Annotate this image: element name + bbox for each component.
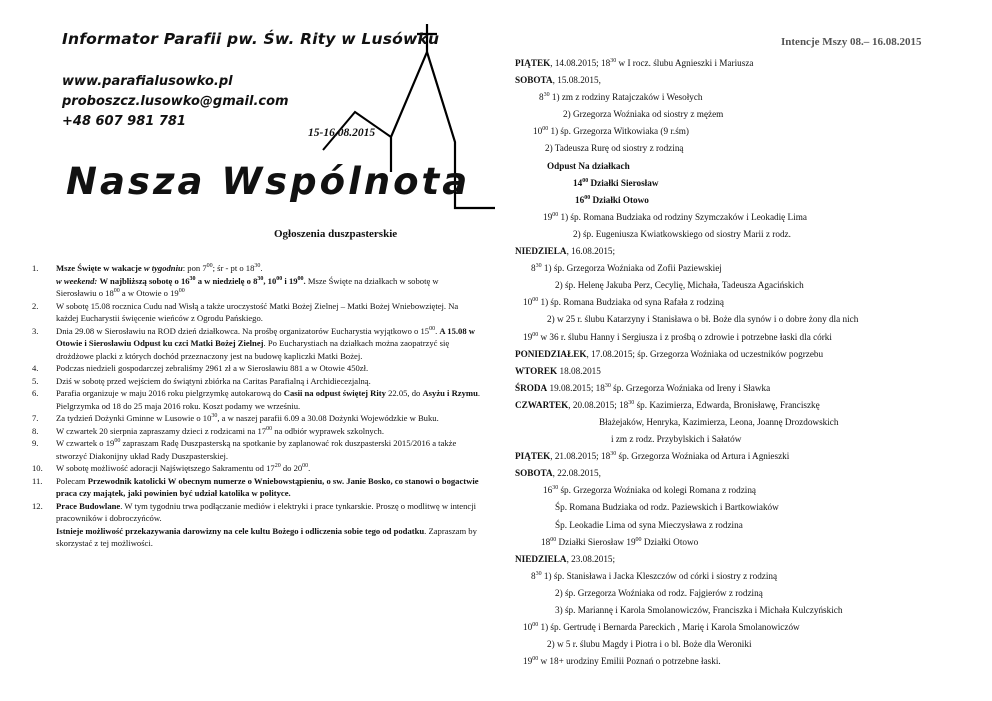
intention-line: 2) śp. Grzegorza Woźniaka od rodz. Fajgierów z rodziną <box>555 587 763 598</box>
intention-line: Śp. Leokadie Lima od syna Mieczysława z rodzina <box>555 519 743 530</box>
announcement-item <box>32 375 480 388</box>
intention-line: PONIEDZIAŁEK, 17.08.2015; śp. Grzegorza Woźniaka od uczestników pogrzebu <box>515 348 824 359</box>
announcement-item <box>32 300 480 325</box>
intention-line: $19^{00}$ w 18+ urodziny Emilii Poznań o potrzebne łaski. <box>523 656 721 667</box>
announcement-item <box>32 437 480 462</box>
intention-line: $10^{00}$ 1) śp. Grzegorza Witkowiaka (9 r.śm) <box>533 126 689 137</box>
announcement-text: Polecam Przewodnik katolicki W obecnym numerze o Wniebowstąpieniu, o sw. Janie Bosko, co stanowi o bogactwie praca czy majątek, jaki powinien być udział katolika w polityce. <box>56 475 479 498</box>
announcement-item <box>32 325 480 363</box>
announcement-item <box>32 387 480 412</box>
announcement-number: 10. <box>32 463 43 473</box>
intention-line: $16^{00}$ Działki Otowo <box>575 194 649 205</box>
intention-line: 2) Grzegorza Woźniaka od siostry z mężem <box>563 109 724 120</box>
intention-line: 3) śp. Mariannę i Karola Smolanowiczów, Franciszka i Michała Kulczyńskich <box>555 605 843 615</box>
intention-line: 2) Tadeusza Rurę od siostry z rodziną <box>545 143 684 154</box>
intention-line: 2) śp. Eugeniusza Kwiatkowskiego od siostry Marii z rodz. <box>573 228 791 239</box>
announcement-text: Prace Budowlane. W tym tygodniu trwa podłączanie mediów i elektryki i prace tynkarskie. Proszę o modlitwę w intencji pracowników i dobroczyńców. Istnieje możliwość przekazywania darowizny na cele kultu Bożego i odliczenia sobie tego od podatku. Zapraszam by skorzystać z tej możliwości. <box>56 500 477 548</box>
announcement-text: W sobotę 15.08 rocznica Cudu nad Wisłą a także uroczystość Matki Bożej Zielnej – Matki Bożej Wniebowziętej. Na każdej Eucharystii święcenie wieńców z Ogrodu Pańskiego. <box>56 300 459 323</box>
announcement-number: 11. <box>32 475 43 486</box>
announcement-text: Dziś w sobotę przed wejściem do świątyni zbiórka na Caritas Parafialną i Archidiecezjalną. <box>56 375 371 386</box>
intention-line: $10^{00}$ 1) śp. Romana Budziaka od syna Rafała z rodziną <box>523 297 724 308</box>
intentions-list <box>515 55 985 670</box>
announcement-item <box>32 362 480 375</box>
announcement-number: 8. <box>32 425 39 436</box>
announcement-text: Dnia 29.08 w Sierosławiu na ROD dzień działkowca. Na prośbę organizatorów Eucharystia wyjątkowo o $15^{00}$. A 15.08 w Otowie i Sierosławiu Odpust ku czci Matki Bożej Zielnej. Po Eucharystiach na działkach można zaopatrzyć się drożdżowe placki z których dochód przeznaczony jest na budowę kapliczki Matki Bożej. <box>56 325 475 361</box>
intention-line: $8^{30}$ 1) zm z rodziny Ratajczaków i Wesołych <box>539 92 703 103</box>
intention-line: 2) w 5 r. ślubu Magdy i Piotra i o bl. Boże dla Weroniki <box>547 639 752 650</box>
intention-line: $18^{00}$ Działki Sierosław $19^{00}$ Działki Otowo <box>541 536 699 547</box>
intention-line: 2) w 25 r. ślubu Katarzyny i Stanisława o bł. Boże dla synów i o dobre żony dla nich <box>547 314 859 325</box>
intention-line: 2) śp. Helenę Jakuba Perz, Cecylię, Michała, Tadeusza Agacińskich <box>555 280 804 291</box>
intention-line: Błażejaków, Henryka, Kazimierza, Leona, Joannę Drozdowskich <box>599 416 839 427</box>
announcement-number: 9. <box>32 438 39 448</box>
intention-line: SOBOTA, 22.08.2015, <box>515 468 601 479</box>
announcement-text: Msze Święte w wakacje w tygodniu: pon $7^{00}$; śr - pt o $18^{30}$. w weekend: W najbliższą sobotę o $16^{30}$ a w niedzielę o $8^{30}$, $10^{00}$ i $19^{00}$. Msze Święte na działkach w sobotę w Sierosławiu o $18^{00}$ a w Otowie o $19^{00}$ <box>56 263 439 298</box>
intention-line: Odpust Na działkach <box>547 160 630 171</box>
announcement-number: 2. <box>32 300 39 311</box>
announcement-number: 4. <box>32 363 39 373</box>
bulletin-title: Informator Parafii pw. Św. Rity w Lusówku <box>62 30 440 48</box>
announcement-text: W czwartek o $19^{00}$ zapraszam Radę Duszpasterską na spotkanie by zaplanować rok duszpasterski 2015/2016 a także stworzyć Diakonijny układ Rady Duszpasterskiej. <box>56 438 457 461</box>
intention-line: SOBOTA, 15.08.2015, <box>515 75 601 86</box>
announcement-number: 1. <box>32 263 39 273</box>
intention-line: Śp. Romana Budziaka od rodz. Paziewskich i Bartkowiaków <box>555 502 779 513</box>
intention-line: $19^{00}$ 1) śp. Romana Budziaka od rodziny Szymczaków i Leokadię Lima <box>543 211 807 222</box>
intention-line: $19^{00}$ w 36 r. ślubu Hanny i Sergiusza i z prośbą o zdrowie i potrzebne łaski dla córki <box>523 331 832 342</box>
intention-line: $10^{00}$ 1) śp. Gertrudę i Bernarda Pareckich , Marię i Karola Smolanowiczów <box>523 622 800 633</box>
announcement-text: W sobotę możliwość adoracji Najświętszego Sakramentu od $17^{20}$ do $20^{00}$. <box>56 463 311 473</box>
intentions-heading: Intencje Mszy 08.– 16.08.2015 <box>781 36 922 48</box>
parish-website: www.parafialusowko.pl <box>62 74 233 89</box>
announcement-item <box>32 475 480 500</box>
announcement-item <box>32 462 480 475</box>
announcement-text: Za tydzień Dożynki Gminne w Lusowie o $10^{30}$, a w naszej parafii 6.09 a 30.08 Dożynki Wojewódzkie w Buku. <box>56 413 439 423</box>
intention-line: i zm z rodz. Przybylskich i Sałatów <box>611 434 742 445</box>
announcement-number: 3. <box>32 325 39 336</box>
intention-line: ŚRODA 19.08.2015; $18^{30}$ śp. Grzegorza Woźniaka od Ireny i Sławka <box>515 382 771 393</box>
intention-line: WTOREK 18.08.2015 <box>515 365 601 376</box>
intention-line: $14^{00}$ Działki Sierosław <box>573 177 659 188</box>
announcement-text: Podczas niedzieli gospodarczej zebraliśmy 2961 zł a w Sierosławiu 881 a w Otowie 450zł. <box>56 363 369 373</box>
issue-date: 15-16.08.2015 <box>308 127 376 139</box>
announcement-item <box>32 262 480 300</box>
announcement-number: 12. <box>32 500 43 511</box>
parish-phone: +48 607 981 781 <box>62 114 186 129</box>
announcement-item <box>32 425 480 438</box>
intention-line: $8^{30}$ 1) śp. Stanisława i Jacka Kleszczów od córki i siostry z rodziną <box>531 570 778 581</box>
announcement-number: 6. <box>32 388 39 398</box>
intention-line: NIEDZIELA, 23.08.2015; <box>515 553 616 564</box>
intention-line: PIĄTEK, 14.08.2015; $18^{30}$ w I rocz. ślubu Agnieszki i Mariusza <box>515 57 754 68</box>
announcement-text: W czwartek 20 sierpnia zapraszamy dzieci z rodzicami na $17^{00}$ na odbiór wyprawek szkolnych. <box>56 425 384 436</box>
announcement-item <box>32 500 480 550</box>
announcement-number: 7. <box>32 413 39 423</box>
announcement-item <box>32 412 480 425</box>
intention-line: $16^{30}$ śp. Grzegorza Woźniaka od kolegi Romana z rodziną <box>543 485 757 496</box>
announcement-number: 5. <box>32 375 39 386</box>
parish-email: proboszcz.lusowko@gmail.com <box>62 94 289 109</box>
announcements-heading: Ogłoszenia duszpasterskie <box>274 228 398 240</box>
intention-line: $8^{30}$ 1) śp. Grzegorza Woźniaka od Zofii Paziewskiej <box>531 263 722 274</box>
logo-wordmark: Nasza Wspólnota <box>66 160 471 203</box>
intention-line: CZWARTEK, 20.08.2015; $18^{30}$ śp. Kazimierza, Edwarda, Bronisławę, Franciszkę <box>515 399 820 410</box>
announcement-text: Parafia organizuje w maju 2016 roku pielgrzymkę autokarową do Casii na odpust świętej Rity 22.05, do Asyżu i Rzymu. Pielgrzymka od 18 do 25 maja 2016 roku. Koszt podamy we wrześniu. <box>56 388 481 411</box>
intention-line: PIĄTEK, 21.08.2015; $18^{30}$ śp. Grzegorza Woźniaka od Artura i Agnieszki <box>515 451 790 462</box>
intention-line: NIEDZIELA, 16.08.2015; <box>515 246 616 257</box>
announcements-list <box>32 262 480 550</box>
